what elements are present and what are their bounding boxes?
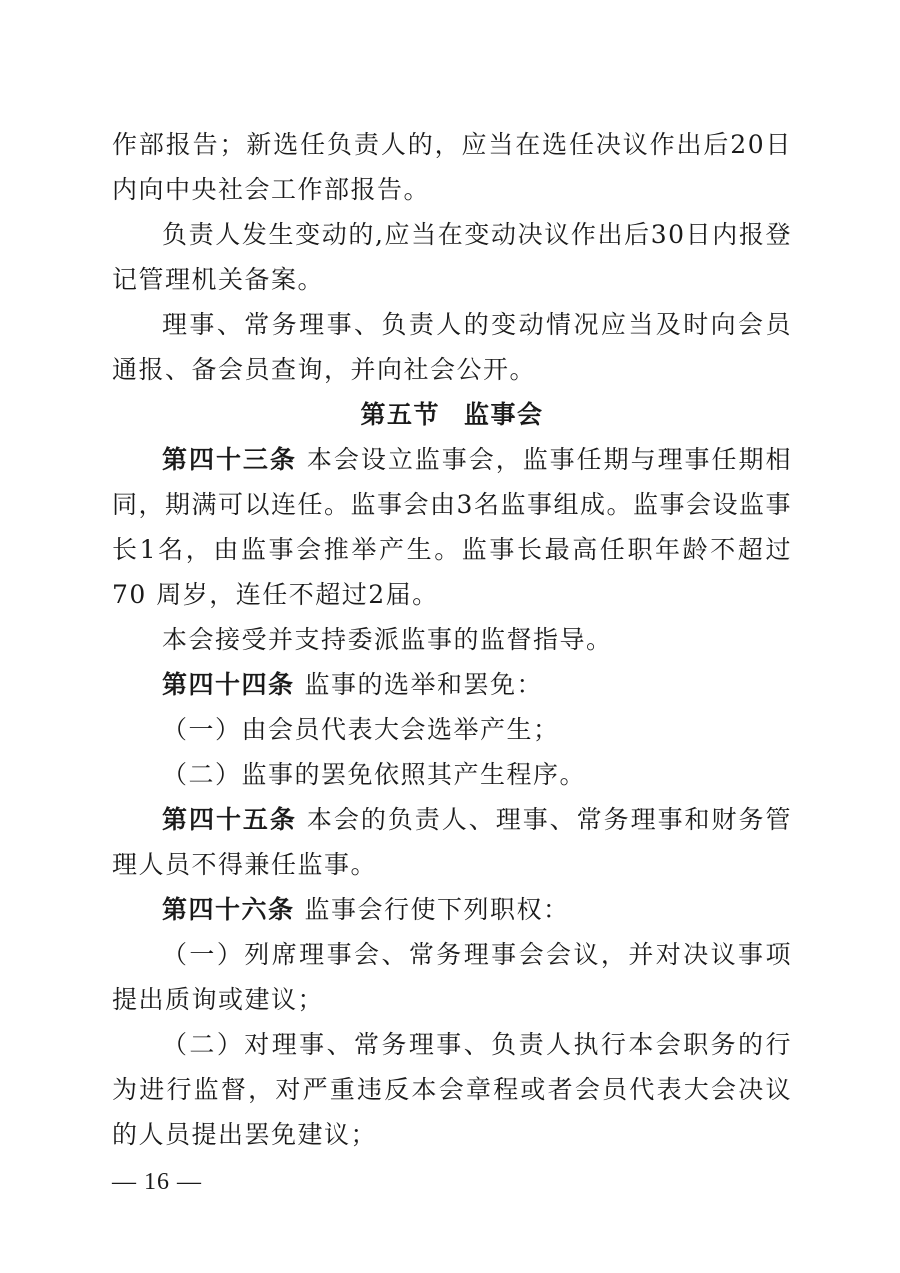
article-label: 第四十五条 [162, 805, 297, 834]
article-text: 本会设立监事会，监事任期与理事任期相同，期满可以连任。监事会由3名监事组成。监事会设监事长1名，由监事会推举产生。监事长最高任职年龄不超过 70 周岁，连任不超过2届。 [112, 445, 792, 609]
list-item: （一）由会员代表大会选举产生； [162, 715, 560, 744]
article-label: 第四十四条 [162, 670, 295, 699]
page-number: — 16 — [112, 1169, 202, 1195]
paragraph-continuation: 作部报告；新选任负责人的，应当在选任决议作出后20日内向中央社会工作部报告。 [112, 130, 792, 204]
article-label: 第四十六条 [162, 895, 295, 924]
list-item: （二）对理事、常务理事、负责人执行本会职务的行为进行监督，对严重违反本会章程或者会员代表大会决议的人员提出罢免建议； [112, 1030, 792, 1149]
section-heading [112, 392, 792, 437]
article-text: 监事会行使下列职权： [304, 895, 570, 924]
paragraph-disclosure: 理事、常务理事、负责人的变动情况应当及时向会员通报、备会员查询，并向社会公开。 [112, 310, 792, 384]
document-body [112, 122, 792, 1157]
article-45 [112, 797, 792, 887]
article-46 [112, 887, 792, 932]
article-44 [112, 662, 792, 707]
list-item: （一）列席理事会、常务理事会会议，并对决议事项提出质询或建议； [112, 940, 792, 1014]
article-text: 监事的选举和罢免： [304, 670, 544, 699]
article-label: 第四十三条 [162, 445, 297, 474]
article-text: 本会的负责人、理事、常务理事和财务管理人员不得兼任监事。 [112, 805, 792, 879]
paragraph-change-filing: 负责人发生变动的,应当在变动决议作出后30日内报登记管理机关备案。 [112, 220, 792, 294]
section-title: 监事会 [464, 400, 544, 429]
list-item: （二）监事的罢免依照其产生程序。 [162, 760, 587, 789]
article-43 [112, 437, 792, 617]
article-43-supervision: 本会接受并支持委派监事的监督指导。 [162, 625, 613, 654]
section-number: 第五节 [360, 400, 440, 429]
